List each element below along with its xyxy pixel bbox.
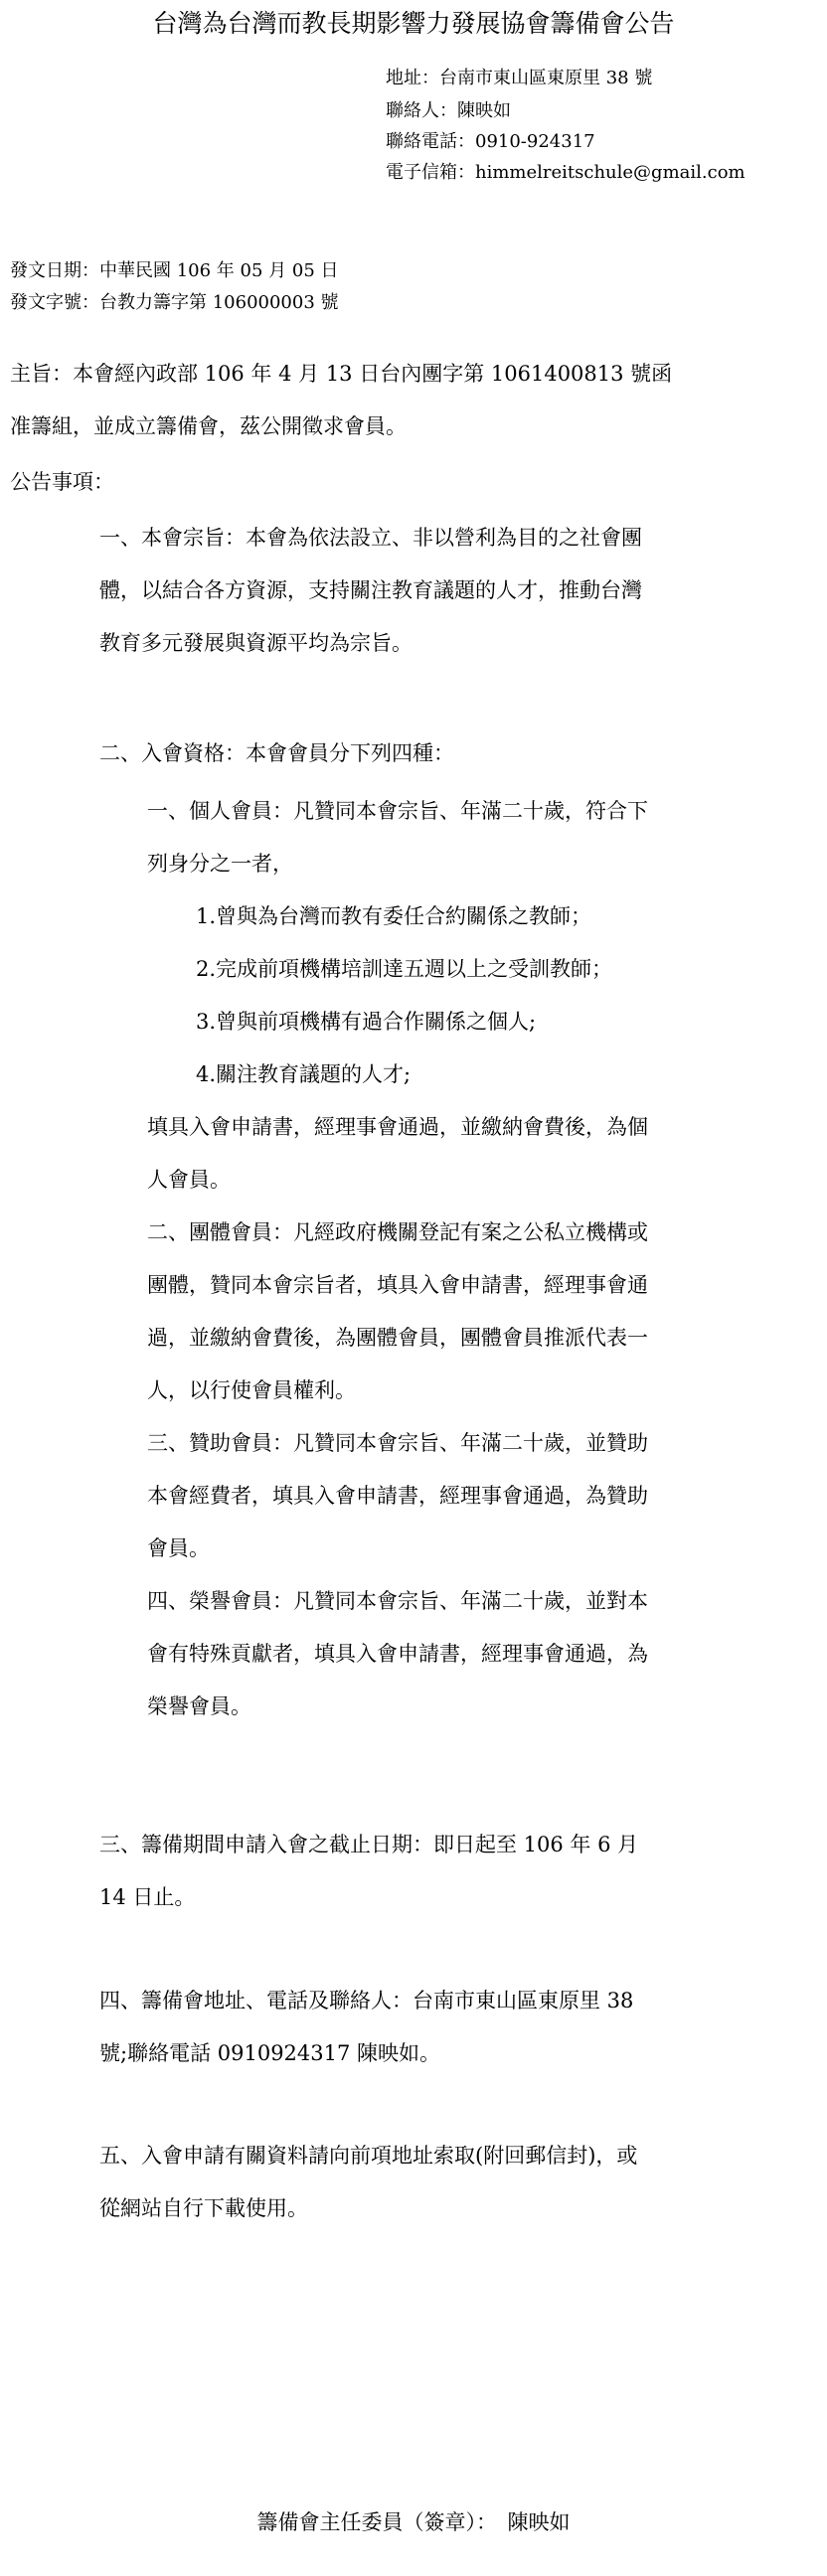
- section-line: 五、入會申請有關資料請向前項地址索取(附回郵信封)，或: [99, 2144, 638, 2168]
- section-line: 14 日止。: [99, 1885, 196, 1909]
- section-line: 一、本會宗旨：本會為依法設立、非以營利為目的之社會團: [99, 526, 642, 550]
- list-item: 3.曾與前項機構有過合作關係之個人;: [196, 1010, 537, 1034]
- section-line: 四、籌備會地址、電話及聯絡人：台南市東山區東原里 38: [99, 1989, 634, 2012]
- group-line: 過，並繳納會費後，為團體會員，團體會員推派代表一: [147, 1326, 648, 1350]
- honorary-member: [147, 1575, 648, 1733]
- list-item: 4.關注教育議題的人才;: [196, 1062, 412, 1086]
- individual-member: [147, 785, 648, 890]
- contact-email: 電子信箱：himmelreitschule@gmail.com: [386, 162, 745, 183]
- group-line: 團體，贊同本會宗旨者，填具入會申請書，經理事會通: [147, 1273, 648, 1297]
- issue-date: 發文日期：中華民國 106 年 05 月 05 日: [10, 260, 339, 281]
- issue-number: 發文字號：台教力籌字第 106000003 號: [10, 292, 339, 313]
- signature-line: 籌備會主任委員（簽章）： 陳映如: [256, 2510, 571, 2534]
- subject-line: 主旨：本會經內政部 106 年 4 月 13 日台內團字第 1061400813 號函: [10, 362, 673, 386]
- notice-heading: 公告事項：: [10, 470, 114, 494]
- honorary-line: 榮譽會員。: [147, 1694, 251, 1718]
- sponsor-line: 三、贊助會員：凡贊同本會宗旨、年滿二十歲，並贊助: [147, 1431, 648, 1455]
- sponsor-line: 會員。: [147, 1536, 210, 1560]
- individual-line: 一、個人會員：凡贊同本會宗旨、年滿二十歲，符合下: [147, 799, 648, 823]
- section-purpose: [99, 512, 642, 670]
- section-contact: [99, 1975, 633, 2080]
- section-line: 號;聯絡電話 0910924317 陳映如。: [99, 2041, 441, 2065]
- subject: [10, 348, 672, 453]
- group-line: 人，以行使會員權利。: [147, 1378, 356, 1402]
- section-line: 從網站自行下載使用。: [99, 2196, 308, 2220]
- section-line: 教育多元發展與資源平均為宗旨。: [99, 631, 413, 655]
- sponsor-member: [147, 1417, 648, 1575]
- group-line: 二、團體會員：凡經政府機關登記有案之公私立機構或: [147, 1220, 648, 1244]
- contact-person: 聯絡人：陳映如: [386, 100, 511, 121]
- section-line: 三、籌備期間申請入會之截止日期：即日起至 106 年 6 月: [99, 1833, 639, 1856]
- section-deadline: [99, 1819, 638, 1924]
- sponsor-line: 本會經費者，填具入會申請書，經理事會通過，為贊助: [147, 1484, 648, 1508]
- honorary-line: 會有特殊貢獻者，填具入會申請書，經理事會通過，為: [147, 1642, 648, 1666]
- honorary-line: 四、榮譽會員：凡贊同本會宗旨、年滿二十歲，並對本: [147, 1589, 648, 1613]
- section-line: 體，以結合各方資源，支持關注教育議題的人才，推動台灣: [99, 578, 642, 602]
- individual-line: 人會員。: [147, 1168, 231, 1192]
- individual-line: 填具入會申請書，經理事會通過，並繳納會費後，為個: [147, 1115, 648, 1139]
- section-application: [99, 2130, 637, 2235]
- individual-criteria-list: [196, 890, 612, 1101]
- subject-line: 准籌組，並成立籌備會，茲公開徵求會員。: [10, 414, 407, 438]
- contact-phone: 聯絡電話：0910-924317: [386, 131, 595, 152]
- document-title: 台灣為台灣而教長期影響力發展協會籌備會公告: [152, 9, 675, 38]
- individual-tail: [147, 1101, 648, 1207]
- section-membership-heading: 二、入會資格：本會會員分下列四種：: [99, 741, 454, 765]
- list-item: 2.完成前項機構培訓達五週以上之受訓教師；: [196, 957, 613, 981]
- list-item: 1.曾與為台灣而教有委任合約關係之教師；: [196, 904, 592, 928]
- contact-address: 地址：台南市東山區東原里 38 號: [386, 68, 653, 88]
- group-member: [147, 1207, 648, 1417]
- individual-line: 列身分之一者，: [147, 852, 293, 876]
